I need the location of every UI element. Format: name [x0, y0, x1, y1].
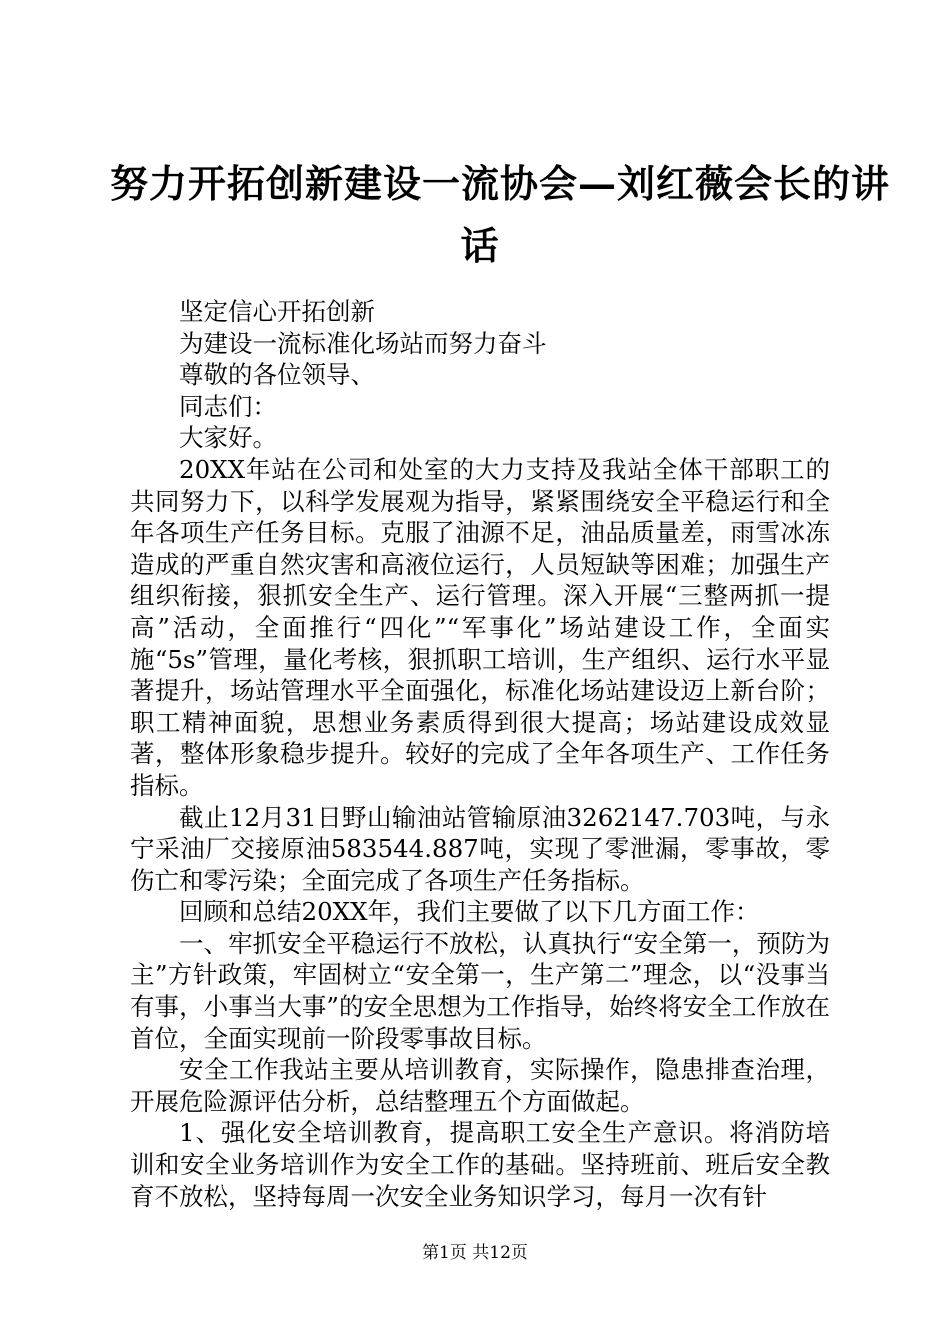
- paragraph-annual-summary: 20XX年站在公司和处室的大力支持及我站全体干部职工的共同努力下，以科学发展观为指导，紧紧围绕安全平稳运行和全年各项生产任务目标。克服了油源不足，油品质量差，雨雪冰冻造成的严重自然灾害和高液位运行，人员短缺等困难；加强生产组织衔接，狠抓安全生产、运行管理。深入开展“三整两抓一提高”活动，全面推行“四化”“军事化”场站建设工作，全面实施“5s”管理，量化考核，狠抓职工培训，生产组织、运行水平显著提升，场站管理水平全面强化，标准化场站建设迈上新台阶；职工精神面貌，思想业务素质得到很大提高；场站建设成效显著，整体形象稳步提升。较好的完成了全年各项生产、工作任务指标。: [130, 454, 830, 800]
- salutation-line-2: 同志们：: [179, 391, 277, 421]
- paragraph-review-intro: 回顾和总结20XX年，我们主要做了以下几方面工作：: [179, 897, 760, 927]
- document-body: [130, 296, 830, 1212]
- page-footer: 第1页 共12页: [422, 1243, 528, 1263]
- subtitle-line-2: 为建设一流标准化场站而努力奋斗: [179, 328, 547, 358]
- document-title-line-1: 努力开拓创新建设一流协会—刘红薇会长的讲: [110, 161, 891, 206]
- paragraph-safety-section: 一、牢抓安全平稳运行不放松，认真执行“安全第一，预防为主”方针政策，牢固树立“安全第一，生产第二”理念，以“没事当有事，小事当大事”的安全思想为工作指导，始终将安全工作放在首位，全面实现前一阶段零事故目标。: [130, 928, 830, 1053]
- paragraph-safety-aspects: 安全工作我站主要从培训教育，实际操作，隐患排查治理，开展危险源评估分析，总结整理五个方面做起。: [130, 1055, 830, 1116]
- paragraph-transport-figures: 截止12月31日野山输油站管输原油3262147.703吨，与永宁采油厂交接原油583544.887吨，实现了零泄漏，零事故，零伤亡和零污染；全面完成了各项生产任务指标。: [130, 802, 830, 895]
- document-title-line-2: 话: [460, 223, 500, 268]
- salutation-line-1: 尊敬的各位领导、: [179, 360, 375, 390]
- paragraph-training: 1、强化安全培训教育，提高职工安全生产意识。将消防培训和安全业务培训作为安全工作的基础。坚持班前、班后安全教育不放松，坚持每周一次安全业务知识学习，每月一次有针: [130, 1118, 830, 1211]
- greeting: 大家好。: [179, 423, 277, 453]
- subtitle-line-1: 坚定信心开拓创新: [179, 297, 375, 326]
